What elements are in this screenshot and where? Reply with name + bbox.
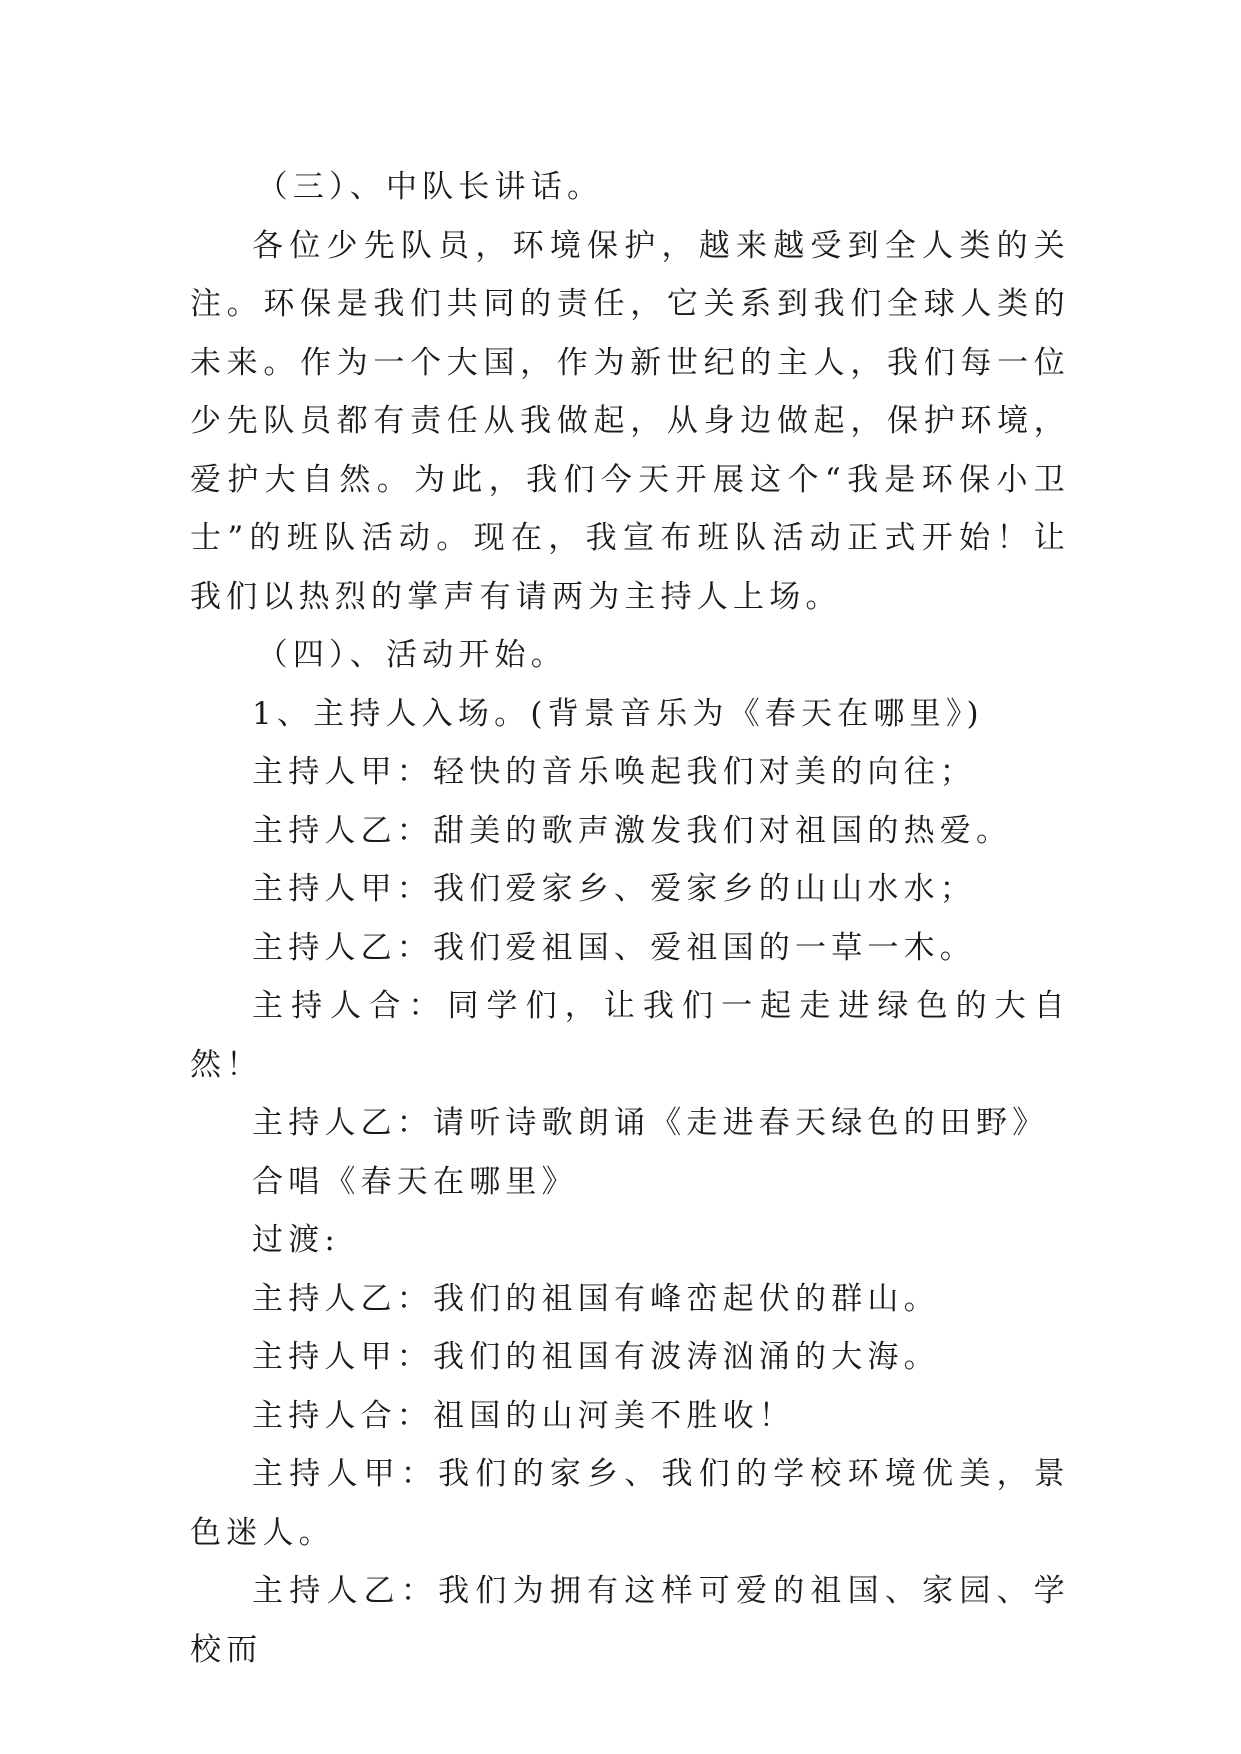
- dialogue-line: 主持人甲：我们的祖国有波涛汹涌的大海。: [252, 1339, 940, 1375]
- dialogue-line: 主持人乙：我们爱祖国、爱祖国的一草一木。: [252, 929, 976, 966]
- dialogue-line: 主持人乙：甜美的歌声激发我们对祖国的热爱。: [252, 812, 1013, 849]
- document-page: [190, 158, 1070, 1679]
- dialogue-line: 主持人乙：请听诗歌朗诵《走进春天绿色的田野》: [252, 1105, 1049, 1141]
- dialogue-line: 主持人乙：我们为拥有这样可爱的祖国、家园、学校而: [190, 1573, 1070, 1668]
- list-item-host-entrance: 1、主持人入场。(背景音乐为《春天在哪里》): [252, 695, 984, 732]
- transition-label: 过渡:: [252, 1222, 341, 1258]
- dialogue-line: 主持人甲：我们的家乡、我们的学校环境优美，景色迷人。: [190, 1456, 1070, 1551]
- dialogue-line: 主持人合：同学们，让我们一起走进绿色的大自然！: [190, 988, 1070, 1083]
- dialogue-line: 主持人甲：我们爱家乡、爱家乡的山山水水；: [252, 871, 976, 907]
- chorus-line: 合唱《春天在哪里》: [252, 1163, 578, 1200]
- section-heading-3: （三）、中队长讲话。: [256, 169, 604, 205]
- dialogue-line: 主持人合：祖国的山河美不胜收！: [252, 1397, 795, 1434]
- speech-paragraph: 各位少先队员，环境保护，越来越受到全人类的关注。环保是我们共同的责任，它关系到我们全球人类的未来。作为一个大国，作为新世纪的主人，我们每一位少先队员都有责任从我做起，从身边做起，保护环境，爱护大自然。为此，我们今天开展这个“我是环保小卫士”的班队活动。现在，我宣布班队活动正式开始！让我们以热烈的掌声有请两为主持人上场。: [190, 227, 1070, 615]
- dialogue-line: 主持人乙：我们的祖国有峰峦起伏的群山。: [252, 1280, 940, 1317]
- dialogue-line: 主持人甲：轻快的音乐唤起我们对美的向往；: [252, 754, 976, 790]
- section-heading-4: （四）、活动开始。: [256, 637, 567, 673]
